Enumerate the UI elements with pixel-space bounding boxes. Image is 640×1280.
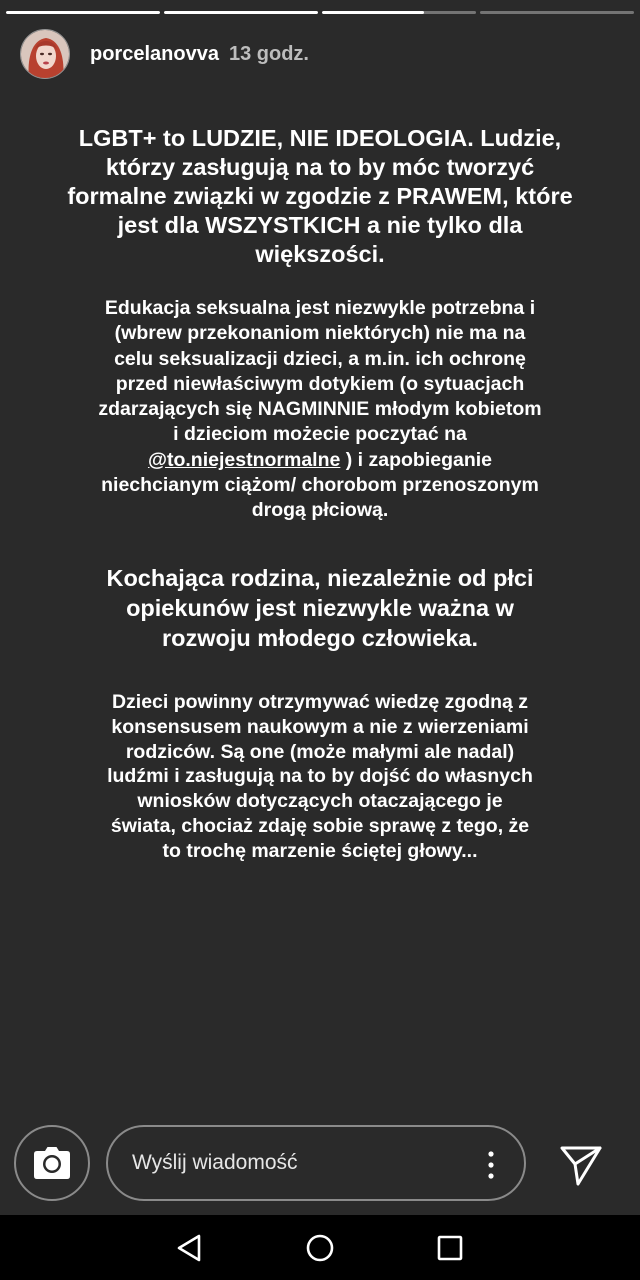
progress-segment	[6, 11, 160, 14]
story-line: rozwoju młodego człowieka.	[162, 625, 478, 651]
story-paragraph-4	[40, 690, 600, 864]
story-line: formalne związki w zgodzie z PRAWEM, które	[67, 183, 573, 209]
story-paragraph-3	[40, 563, 600, 653]
mention-link[interactable]: @to.niejestnormalne	[147, 448, 341, 471]
story-line: to trochę marzenie ściętej głowy...	[162, 839, 478, 862]
avatar[interactable]	[20, 29, 70, 79]
story-line: rodziców. Są one (może małymi ale nadal)	[125, 740, 515, 763]
story-text: ) i zapobieganie	[340, 448, 493, 471]
progress-segment	[480, 11, 634, 14]
story-line: (wbrew przekonaniom niektórych) nie ma na	[114, 322, 526, 345]
send-message-input[interactable]	[106, 1125, 526, 1201]
story-line: większości.	[255, 241, 385, 267]
story-progress	[6, 11, 634, 14]
story-line: LGBT+ to LUDZIE, NIE IDEOLOGIA. Ludzie,	[78, 125, 562, 151]
story-line: jest dla WSZYSTKICH a nie tylko dla	[117, 212, 523, 238]
system-navbar	[0, 1215, 640, 1280]
story-line: którzy zasługują na to by móc tworzyć	[105, 154, 535, 180]
story-paragraph-1	[40, 124, 600, 269]
camera-icon	[32, 1146, 72, 1180]
story-line: Edukacja seksualna jest niezwykle potrzebna i	[104, 297, 536, 319]
progress-segment	[164, 11, 318, 14]
send-icon[interactable]	[556, 1140, 604, 1188]
back-triangle-icon[interactable]	[173, 1231, 207, 1265]
message-placeholder: Wyślij wiadomość	[132, 1151, 298, 1174]
story-line: wniosków dotyczących otaczającego je	[137, 790, 503, 813]
story-line: zdarzających się NAGMINNIE młodym kobietom	[98, 398, 542, 421]
story-line: niechcianym ciążom/ chorobom przenoszonym	[101, 474, 539, 497]
story-line: celu seksualizacji dzieci, a m.in. ich ochronę	[114, 347, 526, 370]
post-time: 13 godz.	[228, 42, 309, 65]
camera-button[interactable]	[14, 1125, 90, 1201]
story-line	[40, 448, 600, 473]
username[interactable]: porcelanovva	[90, 42, 219, 65]
story-line: Dzieci powinny otrzymywać wiedzę zgodną z	[111, 691, 529, 713]
story-line: opiekunów jest niezwykle ważna w	[126, 595, 514, 621]
story-line: i dzieciom możecie poczytać na	[173, 423, 467, 446]
story-header	[20, 28, 309, 80]
story-line: konsensusem naukowym a nie z wierzeniami	[111, 715, 529, 738]
story-line: świata, chociaż zdaję sobie sprawę z tego, że	[110, 814, 530, 837]
story-paragraph-2	[40, 296, 600, 524]
story-line: drogą płciową.	[251, 499, 389, 522]
more-vertical-icon[interactable]	[488, 1151, 494, 1179]
story-line: ludźmi i zasługują na to by dojść do własnych	[107, 765, 533, 788]
home-circle-icon[interactable]	[303, 1231, 337, 1265]
recent-apps-square-icon[interactable]	[433, 1231, 467, 1265]
progress-segment	[322, 11, 476, 14]
story-line: przed niewłaściwym dotykiem (o sytuacjach	[115, 372, 525, 395]
story-line: Kochająca rodzina, niezależnie od płci	[106, 565, 534, 591]
